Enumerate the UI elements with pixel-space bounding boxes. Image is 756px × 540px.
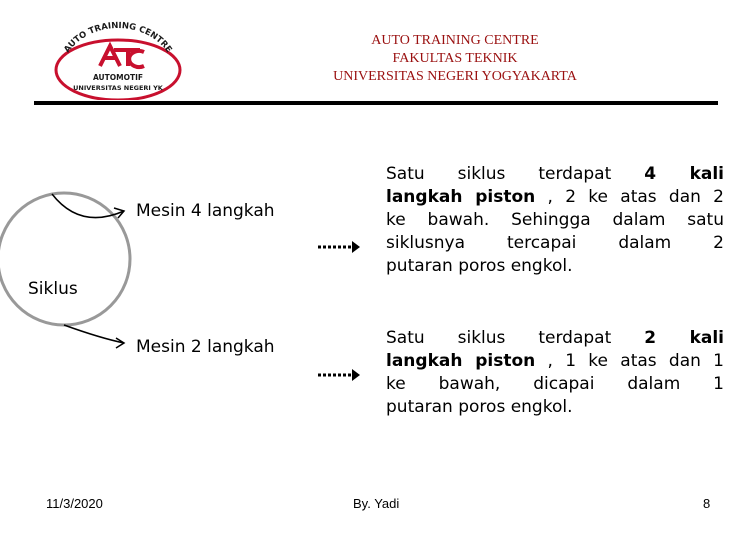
logo-text-line2: UNIVERSITAS NEGERI YK	[73, 84, 163, 92]
logo-arc-text: AUTO TRAINING CENTRE	[62, 20, 174, 55]
siklus-circle	[0, 193, 130, 325]
header-line-3: UNIVERSITAS NEGERI YOGYAKARTA	[333, 69, 577, 84]
dotted-arrow-bottom-head	[352, 369, 360, 381]
desc-top-line-4: siklusnya tercapai dalam 2	[386, 233, 724, 253]
siklus-label: Siklus	[28, 279, 78, 299]
arrow-to-2-stroke	[64, 325, 124, 343]
description-4-stroke	[386, 163, 724, 278]
desc-bottom-line-3: ke bawah, dicapai dalam 1	[386, 374, 724, 394]
header-line-2: FAKULTAS TEKNIK	[392, 51, 518, 66]
footer-author: By. Yadi	[353, 496, 400, 511]
footer-date: 11/3/2020	[46, 496, 103, 511]
footer-page-number: 8	[703, 496, 711, 511]
description-2-stroke	[386, 327, 724, 419]
dotted-arrow-top-head	[352, 241, 360, 253]
arrow-head-2-stroke	[116, 338, 124, 348]
mesin-4-langkah-label: Mesin 4 langkah	[136, 201, 275, 221]
desc-bottom-line-1: Satu siklus terdapat 2 kali	[386, 328, 724, 348]
mesin-2-langkah-label: Mesin 2 langkah	[136, 337, 275, 357]
desc-top-line-5: putaran poros engkol.	[386, 256, 573, 276]
desc-bottom-line-2: langkah piston , 1 ke atas dan 1	[386, 351, 724, 371]
desc-bottom-line-4: putaran poros engkol.	[386, 397, 573, 417]
header-line-1: AUTO TRAINING CENTRE	[371, 33, 539, 48]
logo-text-line1: AUTOMOTIF	[92, 73, 144, 82]
desc-top-line-2: langkah piston , 2 ke atas dan 2	[386, 187, 724, 207]
desc-top-line-3: ke bawah. Sehingga dalam satu	[386, 210, 724, 230]
desc-top-line-1: Satu siklus terdapat 4 kali	[386, 164, 724, 184]
